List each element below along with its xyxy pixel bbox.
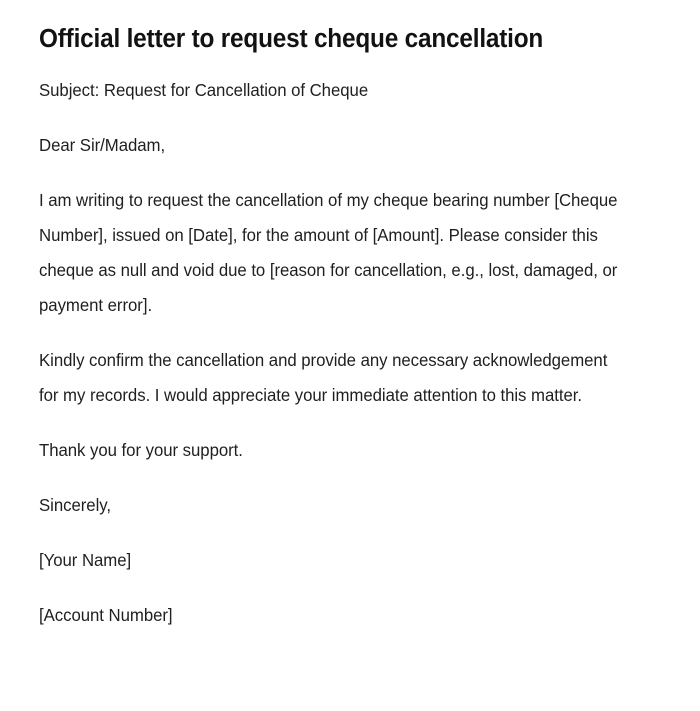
subject-line: Subject: Request for Cancellation of Cheque (39, 80, 369, 100)
page-title: Official letter to request cheque cancellation (39, 25, 544, 53)
request-paragraph: I am writing to request the cancellation of my cheque bearing number [Cheque Number], issued on [Date], for the amount of [Amount]. Please consider this cheque as null and void due to [reason for cancellation, e.g., lost, damaged, or payment error]. (39, 190, 618, 315)
salutation: Dear Sir/Madam, (39, 135, 166, 155)
thanks-line: Thank you for your support. (39, 440, 243, 460)
signature-account-placeholder: [Account Number] (39, 605, 173, 625)
closing-line: Sincerely, (39, 495, 111, 515)
signature-name-placeholder: [Your Name] (39, 550, 132, 570)
confirmation-paragraph: Kindly confirm the cancellation and provide any necessary acknowledgement for my records. I would appreciate your immediate attention to this matter. (39, 350, 608, 405)
